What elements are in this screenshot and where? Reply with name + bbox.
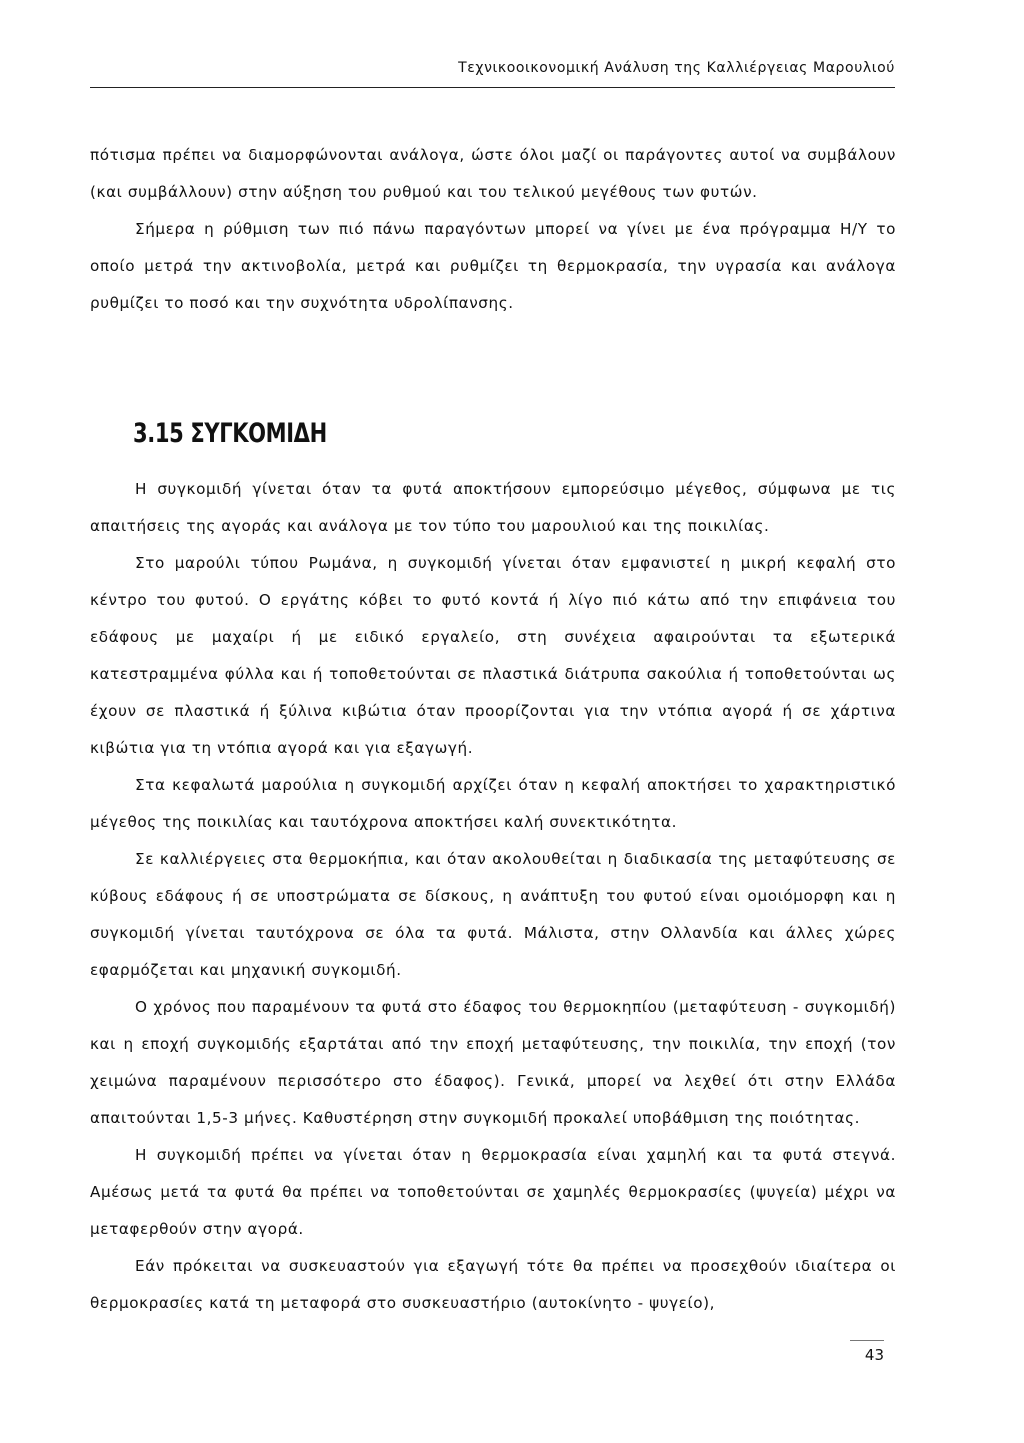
intro-paragraph-2: Σήμερα η ρύθμιση των πιό πάνω παραγόντων μπορεί να γίνει με ένα πρόγραμμα Η/Υ το οποίο μετρά την ακτινοβολία, μετρά και ρυθμίζει τη θερμοκρασία, την υγρασία και ανάλογα ρυθμίζει το ποσό και την συχνότητα υδρολίπανσης. [90, 220, 896, 312]
body-paragraph-4: Σε καλλιέργειες στα θερμοκήπια, και όταν ακολουθείται η διαδικασία της μεταφύτευσης σε κύβους εδάφους ή σε υποστρώματα σε δίσκους, η ανάπτυξη του φυτού είναι ομοιόμορφη και η συγκομιδή γίνεται ταυτόχρονα σε όλα τα φυτά. Μάλιστα, στην Ολλανδία και άλλες χώρες εφαρμόζεται και μηχανική συγκομιδή. [90, 850, 896, 979]
body-paragraph-7: Εάν πρόκειται να συσκευαστούν για εξαγωγή τότε θα πρέπει να προσεχθούν ιδιαίτερα οι θερμοκρασίες κατά τη μεταφορά στο συσκευαστήριο (αυτοκίνητο - ψυγείο), [90, 1257, 896, 1312]
header-divider [90, 87, 895, 88]
intro-text-block [90, 137, 896, 322]
section-heading: 3.15 ΣΥΓΚΟΜΙΔΗ [133, 418, 327, 449]
body-paragraph-6: Η συγκομιδή πρέπει να γίνεται όταν η θερμοκρασία είναι χαμηλή και τα φυτά στεγνά. Αμέσως μετά τα φυτά θα πρέπει να τοποθετούνται σε χαμηλές θερμοκρασίες (ψυγεία) μέχρι να μεταφερθούν στην αγορά. [90, 1146, 896, 1238]
page-number: 43 [864, 1346, 884, 1364]
body-paragraph-5: Ο χρόνος που παραμένουν τα φυτά στο έδαφος του θερμοκηπίου (μεταφύτευση - συγκομιδή) και η εποχή συγκομιδής εξαρτάται από την εποχή μεταφύτευσης, την ποικιλία, την εποχή (τον χειμώνα παραμένουν περισσότερο στο έδαφος). Γενικά, μπορεί να λεχθεί ότι στην Ελλάδα απαιτούνται 1,5-3 μήνες. Καθυστέρηση στην συγκομιδή προκαλεί υποβάθμιση της ποιότητας. [90, 998, 896, 1127]
intro-paragraph-1: πότισμα πρέπει να διαμορφώνονται ανάλογα, ώστε όλοι μαζί οι παράγοντες αυτοί να συμβάλουν (και συμβάλλουν) στην αύξηση του ρυθμού και του τελικού μεγέθους των φυτών. [90, 146, 896, 201]
footer-divider [850, 1340, 884, 1341]
running-header: Τεχνικοοικονομική Ανάλυση της Καλλιέργειας Μαρουλιού [458, 60, 895, 76]
body-paragraph-2: Στο μαρούλι τύπου Ρωμάνα, η συγκομιδή γίνεται όταν εμφανιστεί η μικρή κεφαλή στο κέντρο του φυτού. Ο εργάτης κόβει το φυτό κοντά ή λίγο πιό κάτω από την επιφάνεια του εδάφους με μαχαίρι ή με ειδικό εργαλείο, στη συνέχεια αφαιρούνται τα εξωτερικά κατεστραμμένα φύλλα και ή τοποθετούνται σε πλαστικά διάτρυπα σακούλια ή τοποθετούνται ως έχουν σε πλαστικά ή ξύλινα κιβώτια όταν προορίζονται για την ντόπια αγορά ή σε χάρτινα κιβώτια για τη ντόπια αγορά και για εξαγωγή. [90, 554, 896, 757]
body-paragraph-1: Η συγκομιδή γίνεται όταν τα φυτά αποκτήσουν εμπορεύσιμο μέγεθος, σύμφωνα με τις απαιτήσεις της αγοράς και ανάλογα με τον τύπο του μαρουλιού και της ποικιλίας. [90, 480, 896, 535]
body-paragraph-3: Στα κεφαλωτά μαρούλια η συγκομιδή αρχίζει όταν η κεφαλή αποκτήσει το χαρακτηριστικό μέγεθος της ποικιλίας και ταυτόχρονα αποκτήσει καλή συνεκτικότητα. [90, 776, 896, 831]
section-body [90, 471, 896, 1322]
